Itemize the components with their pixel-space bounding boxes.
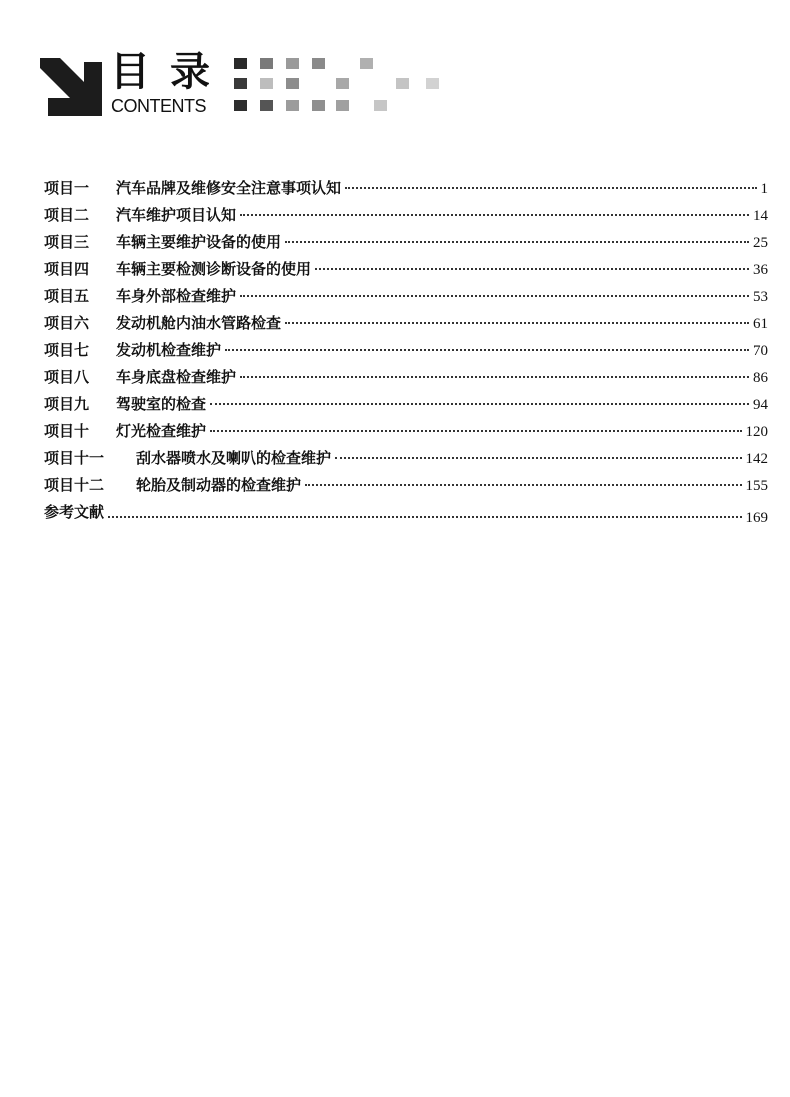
leader-dots <box>315 268 749 270</box>
toc-entry-references[interactable] <box>44 501 768 528</box>
toc-entry[interactable] <box>44 177 768 204</box>
toc-entry-number: 项目五 <box>44 287 90 305</box>
toc-entry-number: 项目二 <box>44 206 90 224</box>
toc-header <box>0 0 790 130</box>
leader-dots <box>240 295 749 297</box>
leader-dots <box>240 214 749 216</box>
leader-dots <box>345 187 756 189</box>
toc-entry-page: 25 <box>753 235 768 251</box>
toc-entry-title: 车身外部检查维护 <box>116 287 237 305</box>
toc-entry-number: 项目八 <box>44 368 90 386</box>
toc-entry[interactable] <box>44 285 768 312</box>
leader-dots <box>305 484 741 486</box>
decorative-squares <box>0 0 790 130</box>
toc-entry-page: 120 <box>745 424 768 440</box>
toc-entry-page: 155 <box>745 478 768 494</box>
toc-entry[interactable] <box>44 204 768 231</box>
toc-entry[interactable] <box>44 420 768 447</box>
toc-entry-number: 项目十一 <box>44 449 105 467</box>
leader-dots <box>225 349 749 351</box>
toc-entry-number: 项目一 <box>44 179 90 197</box>
leader-dots <box>240 376 749 378</box>
toc-entry-title: 汽车维护项目认知 <box>116 206 237 224</box>
toc-entry[interactable] <box>44 231 768 258</box>
toc-entry-title: 发动机舱内油水管路检查 <box>116 314 282 332</box>
toc-entry[interactable] <box>44 366 768 393</box>
toc-entry-title: 车身底盘检查维护 <box>116 368 237 386</box>
toc-entry-number: 项目三 <box>44 233 90 251</box>
toc-entry-title: 车辆主要检测诊断设备的使用 <box>116 260 312 278</box>
toc-entry[interactable] <box>44 339 768 366</box>
toc-entry-title: 刮水器喷水及喇叭的检查维护 <box>136 449 332 467</box>
toc-entry[interactable] <box>44 447 768 474</box>
toc-entry[interactable] <box>44 393 768 420</box>
toc-entry-title: 车辆主要维护设备的使用 <box>116 233 282 251</box>
leader-dots <box>285 241 749 243</box>
toc-entry-title: 参考文献 <box>44 503 105 521</box>
toc-entry-page: 36 <box>753 262 768 278</box>
leader-dots <box>108 516 741 518</box>
leader-dots <box>285 322 749 324</box>
table-of-contents <box>44 177 768 528</box>
toc-entry[interactable] <box>44 474 768 501</box>
toc-entry-title: 汽车品牌及维修安全注意事项认知 <box>116 179 342 197</box>
toc-entry-number: 项目十 <box>44 422 90 440</box>
toc-entry-page: 1 <box>760 181 768 197</box>
toc-entry-number: 项目九 <box>44 395 90 413</box>
toc-entry-number: 项目七 <box>44 341 90 359</box>
toc-entry-page: 61 <box>753 316 768 332</box>
toc-entry-title: 轮胎及制动器的检查维护 <box>136 476 302 494</box>
toc-entry[interactable] <box>44 258 768 285</box>
page-subtitle: CONTENTS <box>111 96 206 116</box>
leader-dots <box>210 403 749 405</box>
toc-entry-number: 项目四 <box>44 260 90 278</box>
toc-entry-title: 灯光检查维护 <box>116 422 207 440</box>
toc-entry-page: 142 <box>745 451 768 467</box>
leader-dots <box>335 457 741 459</box>
toc-entry-page: 53 <box>753 289 768 305</box>
page-title: 目录 <box>110 49 230 95</box>
toc-entry-number: 项目六 <box>44 314 90 332</box>
toc-entry-title: 发动机检查维护 <box>116 341 222 359</box>
toc-entry-page: 169 <box>745 510 768 526</box>
toc-entry[interactable] <box>44 312 768 339</box>
toc-entry-page: 14 <box>753 208 768 224</box>
leader-dots <box>210 430 741 432</box>
toc-entry-number: 项目十二 <box>44 476 105 494</box>
toc-entry-page: 70 <box>753 343 768 359</box>
toc-entry-page: 94 <box>753 397 768 413</box>
toc-entry-title: 驾驶室的检查 <box>116 395 207 413</box>
toc-entry-page: 86 <box>753 370 768 386</box>
